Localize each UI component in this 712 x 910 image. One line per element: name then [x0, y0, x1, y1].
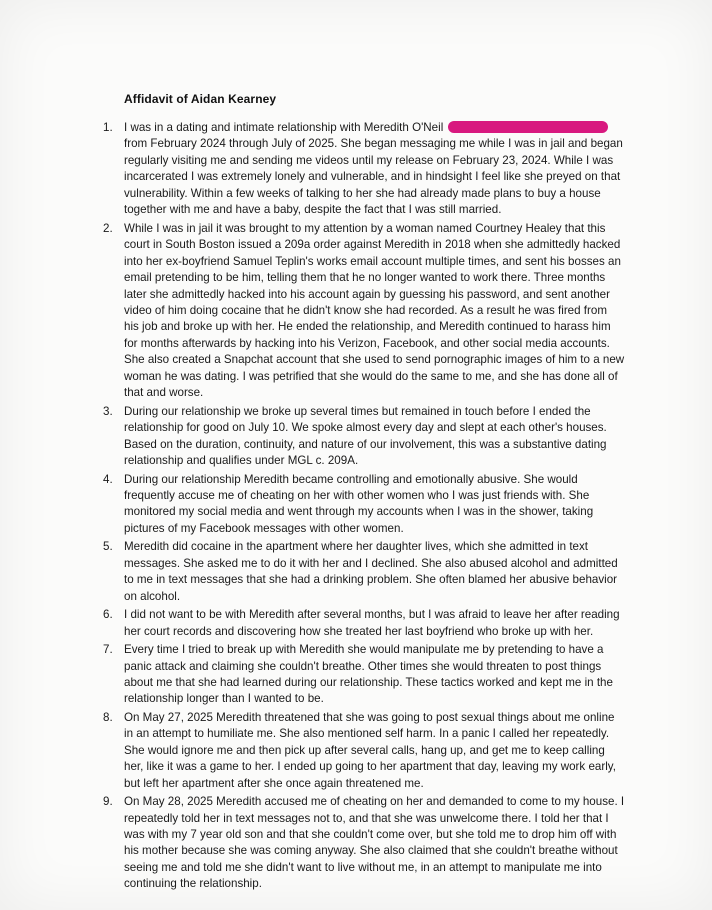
paragraph-line-text: video of him doing cocaine that he didn't know she had recorded. As a result he was fired from: [124, 303, 607, 317]
paragraph-line-text: on alcohol.: [124, 589, 181, 603]
paragraph-line: [124, 589, 640, 605]
paragraph-line: [124, 572, 640, 588]
paragraph-line-text: vulnerability. Within a few weeks of talking to her she had already made plans to buy a house: [124, 186, 601, 200]
paragraph-line-text: woman he was dating. I was petrified that she would do the same to me, and she has done all of: [124, 369, 618, 383]
paragraph-line-text: On May 28, 2025 Meredith accused me of cheating on her and demanded to come to my house. I: [124, 795, 625, 809]
paragraph-line-text: While I was in jail it was brought to my attention by a woman named Courtney Healey that this: [124, 221, 606, 235]
paragraph-line-text: relationship for good on July 10. We spoke almost every day and slept at each other's houses.: [124, 421, 607, 435]
paragraph-line: [124, 759, 640, 775]
paragraph-line: [124, 521, 640, 537]
paragraph-line-text: later she admittedly hacked into his account again by guessing his password, and sent another: [124, 287, 610, 301]
paragraph-item: [100, 221, 640, 402]
paragraph-line: [124, 437, 640, 453]
paragraph-line-text: to me in text messages that she had a drinking problem. She often blamed her abusive behavior: [124, 573, 618, 587]
paragraph-item: [100, 120, 640, 219]
paragraph-line-text: that and worse.: [124, 386, 204, 400]
paragraph-line: [124, 254, 640, 270]
paragraph-line: [124, 136, 640, 152]
paragraph-line: [124, 843, 640, 859]
paragraph-line: [124, 860, 640, 876]
paragraph-line-text: his mother because she was coming anyway. She also claimed that she couldn't breathe without: [124, 844, 618, 858]
paragraph-line-text: messages. She asked me to do it with her and I declined. She also abused alcohol and admitted: [124, 556, 618, 570]
paragraph-line-text: in an attempt to humiliate me. She also mentioned self harm. In a panic I called her repeatedly.: [124, 727, 610, 741]
paragraph-line-text: relationship longer than I wanted to be.: [124, 692, 324, 706]
paragraph-item: [100, 539, 640, 605]
paragraph-line-text: from February 2024 through July of 2025. She began messaging me while I was in jail and began: [124, 137, 623, 151]
paragraph-line-text: I was in a dating and intimate relationship with Meredith O'Neil: [124, 121, 444, 134]
paragraph-line: [124, 404, 640, 420]
paragraph-line: [124, 420, 640, 436]
paragraph-line: [124, 691, 640, 707]
paragraph-line: [124, 369, 640, 385]
paragraph-line: [124, 642, 640, 658]
paragraph-line: [124, 186, 640, 202]
paragraph-line: [124, 743, 640, 759]
paragraph-item: [100, 710, 640, 792]
paragraph-line: [124, 385, 640, 401]
paragraph-line: [124, 776, 640, 792]
paragraph-line-text: her, like it was a game to her. I ended up going to her apartment that day, leaving my work early,: [124, 760, 616, 774]
paragraph-line-text: pictures of my Facebook messages with other women.: [124, 521, 404, 535]
paragraph-line-text: into her ex-boyfriend Samuel Teplin's works email account multiple times, and sent his bosses an: [124, 254, 621, 268]
paragraph-line-text: I did not want to be with Meredith after several months, but I was afraid to leave her after reading: [124, 608, 620, 622]
paragraph-line-text: Every time I tried to break up with Meredith she would manipulate me by pretending to have a: [124, 643, 604, 657]
paragraph-line-text: During our relationship we broke up several times but remained in touch before I ended the: [124, 404, 591, 418]
paragraph-number: 7.: [103, 643, 113, 657]
paragraph-line-text: panic attack and claiming she couldn't breathe. Other times she would threaten to post things: [124, 659, 602, 673]
paragraph-line-text: relationship and qualifies under MGL c. 209A.: [124, 454, 359, 468]
paragraph-number: 1.: [103, 121, 113, 134]
paragraph-line-text: her court records and discovering how she treated her last boyfriend who broke up with her.: [124, 624, 594, 638]
paragraph-line: [124, 794, 640, 810]
paragraph-line-text: but left her apartment after she once again threatened me.: [124, 776, 424, 790]
paragraph-item: [100, 607, 640, 640]
paragraph-number: 4.: [103, 472, 113, 486]
paragraph-line-text: Based on the duration, continuity, and nature of our involvement, this was a substantive dating: [124, 437, 607, 451]
paragraph-line: [124, 453, 640, 469]
paragraph-line: [124, 607, 640, 623]
paragraph-line: [124, 556, 640, 572]
paragraph-line: [124, 710, 640, 726]
paragraph-line: [124, 270, 640, 286]
document-title: Affidavit of Aidan Kearney: [124, 92, 277, 106]
paragraph-number: 5.: [103, 540, 113, 554]
paragraph-line-text: During our relationship Meredith became controlling and emotionally abusive. She would: [124, 472, 578, 486]
paragraph-item: [100, 794, 640, 893]
paragraph-line-text: together with me and have a baby, despite the fact that I was still married.: [124, 203, 502, 217]
paragraph-line: [124, 675, 640, 691]
paragraph-line: [124, 352, 640, 368]
paragraph-line: [124, 624, 640, 640]
paragraph-line: [124, 319, 640, 335]
paragraph-number: 9.: [103, 795, 113, 809]
paragraph-number: 3.: [103, 404, 113, 418]
paragraph-line-text: She also created a Snapchat account that she used to send pornographic images of him to a new: [124, 353, 625, 367]
paragraph-line-text: was with my 7 year old son and that she couldn't come over, but she told me to drop him off with: [124, 828, 617, 842]
paragraph-line-text: On May 27, 2025 Meredith threatened that she was going to post sexual things about me online: [124, 710, 615, 724]
paragraph-line-text: repeatedly told her in text messages not to, and that she was unwelcome there. I told her that I: [124, 811, 609, 825]
paragraph-line-text: for months afterwards by hacking into his Verizon, Facebook, and other social media accounts.: [124, 336, 610, 350]
paragraph-line-text: Meredith did cocaine in the apartment where her daughter lives, which she admitted in text: [124, 540, 589, 554]
paragraph-line: [124, 221, 640, 237]
paragraph-line: [124, 539, 640, 555]
paragraph-line: [124, 287, 640, 303]
paragraph-line-text: seeing me and told me she didn't want to live without me, in an attempt to manipulate me into: [124, 860, 602, 874]
paragraph-line: [124, 237, 640, 253]
paragraph-line: [124, 153, 640, 169]
paragraph-line: [124, 169, 640, 185]
paragraph-item: [100, 472, 640, 538]
paragraph-line: [124, 504, 640, 520]
paragraph-line: [124, 876, 640, 892]
paragraph-line: [124, 120, 640, 136]
paragraph-number: 8.: [103, 710, 113, 724]
paragraph-line-text: email pretending to be him, telling them that he no longer wanted to work there. Three months: [124, 271, 606, 285]
paragraph-number: 6.: [103, 608, 113, 622]
paragraph-line-text: She would ignore me and then pick up after several calls, hang up, and get me to keep calling: [124, 743, 605, 757]
paragraph-line: [124, 202, 640, 218]
paragraph-line: [124, 659, 640, 675]
paragraph-item: [100, 404, 640, 470]
paragraph-line: [124, 472, 640, 488]
paragraph-line: [124, 303, 640, 319]
paragraph-line-text: regularly visiting me and sending me videos until my release on February 23, 2024. While I was: [124, 153, 614, 167]
paragraph-line: [124, 827, 640, 843]
paragraph-line-text: continuing the relationship.: [124, 877, 262, 891]
paragraph-line: [124, 726, 640, 742]
paragraph-item: [100, 642, 640, 708]
paragraph-line-text: his job and broke up with her. He ended the relationship, and Meredith continued to harass him: [124, 320, 611, 334]
paragraph-line: [124, 336, 640, 352]
paragraph-line-text: monitored my social media and went through my accounts when I was in the shower, taking: [124, 505, 594, 519]
paragraph-line: [124, 488, 640, 504]
paragraph-line-text: court in South Boston issued a 209a order against Meredith in 2018 when she admittedly hacked: [124, 238, 621, 252]
paragraph-line-text: about me that she had learned during our relationship. These tactics worked and kept me in the: [124, 675, 613, 689]
paragraph-list: [100, 120, 640, 895]
paragraph-line-text: incarcerated I was extremely lonely and vulnerable, and in hindsight I feel like she preyed on that: [124, 170, 621, 184]
redaction-mark: [448, 121, 608, 133]
paragraph-line-text: frequently accuse me of cheating on her with other women who I was just friends with. She: [124, 488, 590, 502]
paragraph-number: 2.: [103, 221, 113, 235]
paragraph-line: [124, 811, 640, 827]
